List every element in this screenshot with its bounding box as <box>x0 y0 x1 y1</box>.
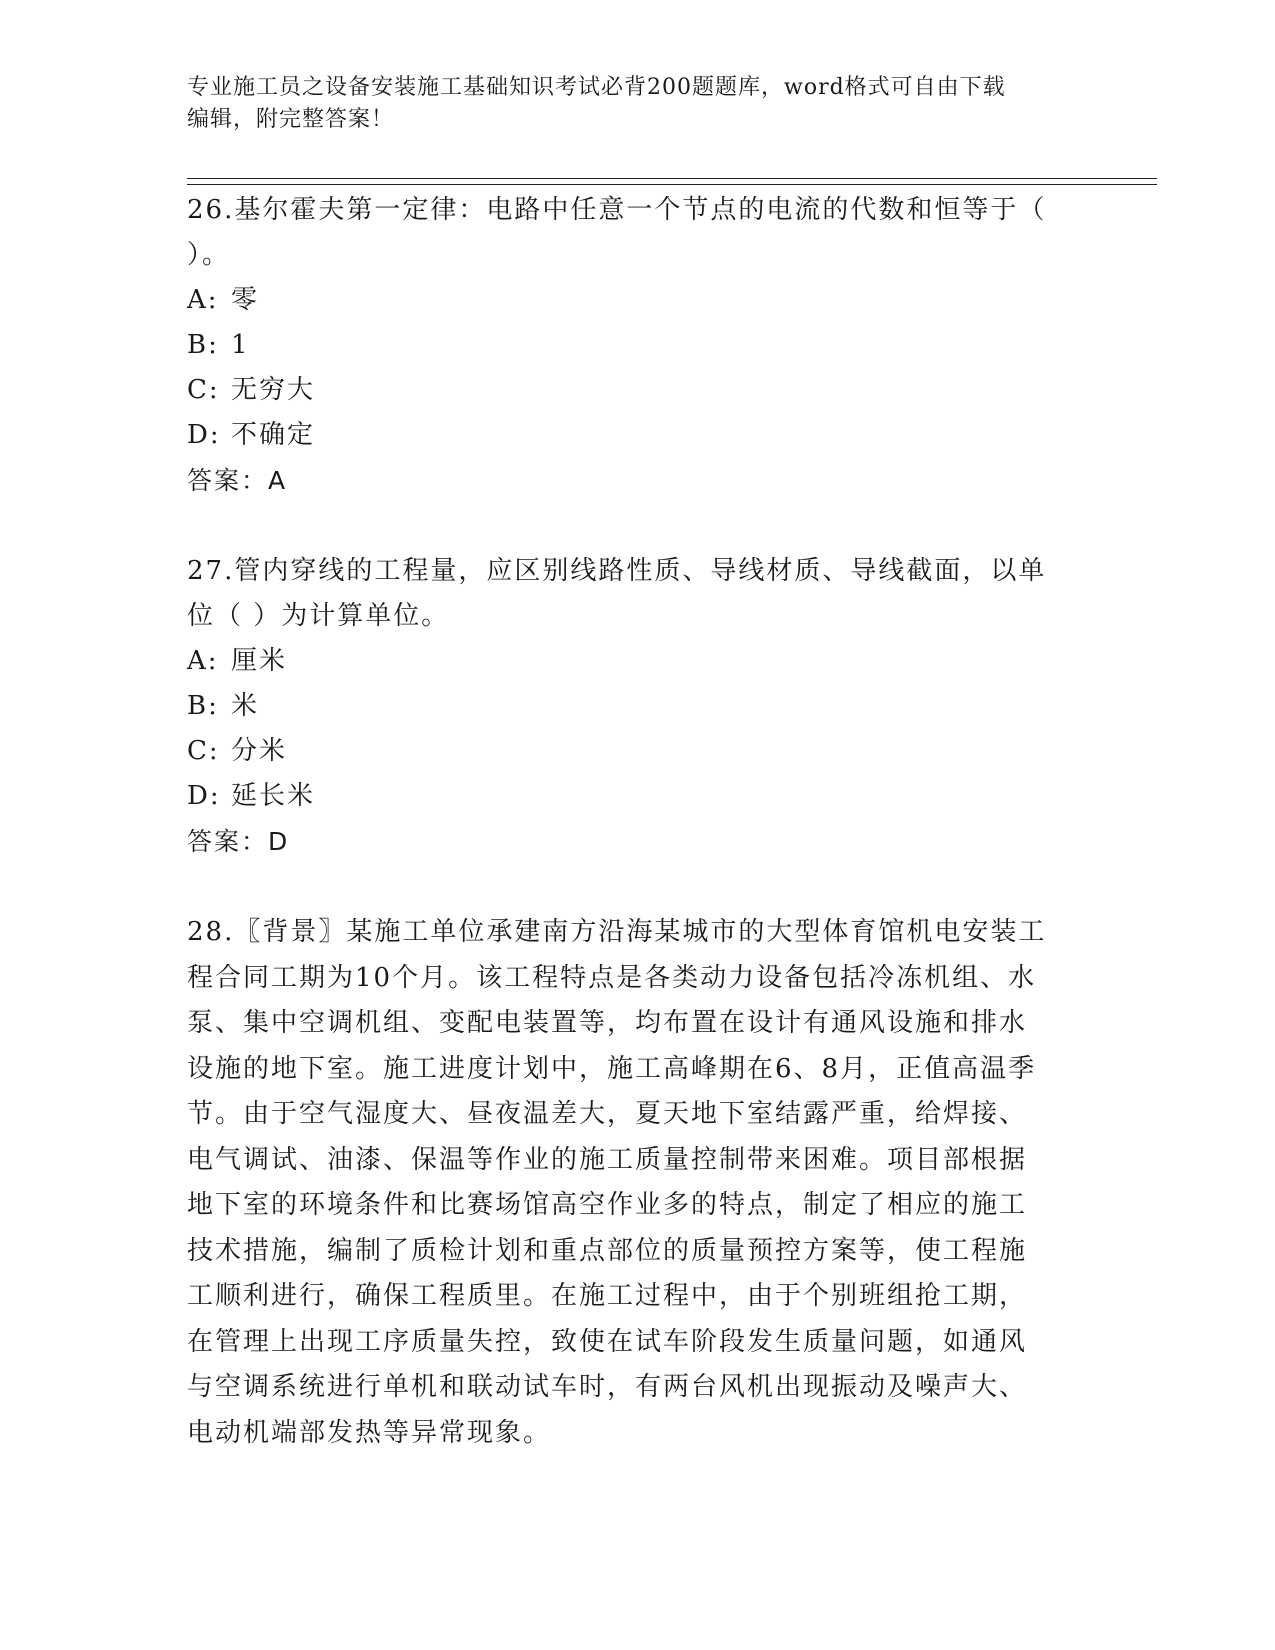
paragraph-line: 地下室的环境条件和比赛场馆高空作业多的特点，制定了相应的施工 <box>187 1190 1028 1220</box>
option-d <box>187 774 1087 819</box>
paragraph-line: 与空调系统进行单机和联动试车时，有两台风机出现振动及噪声大、 <box>187 1372 1028 1402</box>
paragraph-line: 28.〖背景〗某施工单位承建南方沿海某城市的大型体育馆机电安装工 <box>187 917 1047 947</box>
header-divider-bottom <box>187 184 1157 185</box>
question-line: 27.管内穿线的工程量，应区别线路性质、导线材质、导线截面，以单 <box>187 556 1047 586</box>
paragraph-line: 设施的地下室。施工进度计划中，施工高峰期在6、8月，正值高温季 <box>187 1053 1037 1084</box>
option-key: D: <box>187 420 221 450</box>
question-line: ）。 <box>187 240 231 270</box>
spacer <box>187 503 1087 549</box>
header-line-1: 专业施工员之设备安装施工基础知识考试必背200题题库，word格式可自由下载 <box>187 75 1006 100</box>
paragraph-line: 电气调试、油漆、保温等作业的施工质量控制带来困难。项目部根据 <box>187 1144 1028 1175</box>
document-body <box>187 188 1087 1456</box>
option-a <box>187 278 1087 323</box>
answer-line: 答案：A <box>187 466 288 495</box>
question-26 <box>187 188 1087 503</box>
option-key: A: <box>187 646 219 676</box>
option-c <box>187 729 1087 774</box>
option-b <box>187 684 1087 729</box>
option-b <box>187 323 1087 368</box>
paragraph-line: 泵、集中空调机组、变配电装置等，均布置在设计有通风设施和排水 <box>187 1008 1028 1038</box>
header-line-2: 编辑，附完整答案！ <box>187 107 395 132</box>
option-c <box>187 368 1087 413</box>
answer-line: 答案：D <box>187 827 290 856</box>
option-text: 厘米 <box>231 646 288 676</box>
header-divider-top <box>187 178 1157 179</box>
paragraph-line: 程合同工期为10个月。该工程特点是各类动力设备包括冷冻机组、水 <box>187 962 1037 993</box>
option-text: 延长米 <box>231 781 316 811</box>
paragraph-line: 技术措施，编制了质检计划和重点部位的质量预控方案等，使工程施 <box>187 1235 1028 1266</box>
option-text: 不确定 <box>231 420 316 450</box>
spacer <box>187 864 1087 910</box>
question-line: 位（ ）为计算单位。 <box>187 601 450 631</box>
option-d <box>187 413 1087 458</box>
paragraph-line: 在管理上出现工序质量失控，致使在试车阶段发生质量问题，如通风 <box>187 1326 1028 1357</box>
paragraph-line: 工顺利进行，确保工程质里。在施工过程中，由于个别班组抢工期， <box>187 1281 1028 1311</box>
document-header <box>187 72 1087 136</box>
option-a <box>187 639 1087 684</box>
option-key: B: <box>187 691 219 721</box>
paragraph-line: 节。由于空气湿度大、昼夜温差大，夏天地下室结露严重，给焊接、 <box>187 1099 1028 1129</box>
paragraph-line: 电动机端部发热等异常现象。 <box>187 1417 552 1448</box>
question-28 <box>187 910 1087 1456</box>
option-key: A: <box>187 285 219 315</box>
option-key: D: <box>187 781 221 811</box>
question-27 <box>187 549 1087 864</box>
option-key: C: <box>187 736 220 766</box>
option-text: 1 <box>231 330 250 360</box>
option-text: 零 <box>231 285 260 315</box>
option-key: C: <box>187 375 220 405</box>
option-text: 分米 <box>231 736 288 766</box>
option-text: 米 <box>231 691 260 721</box>
option-key: B: <box>187 330 219 360</box>
question-line: 26.基尔霍夫第一定律：电路中任意一个节点的电流的代数和恒等于（ <box>187 195 1047 225</box>
option-text: 无穷大 <box>231 375 316 405</box>
